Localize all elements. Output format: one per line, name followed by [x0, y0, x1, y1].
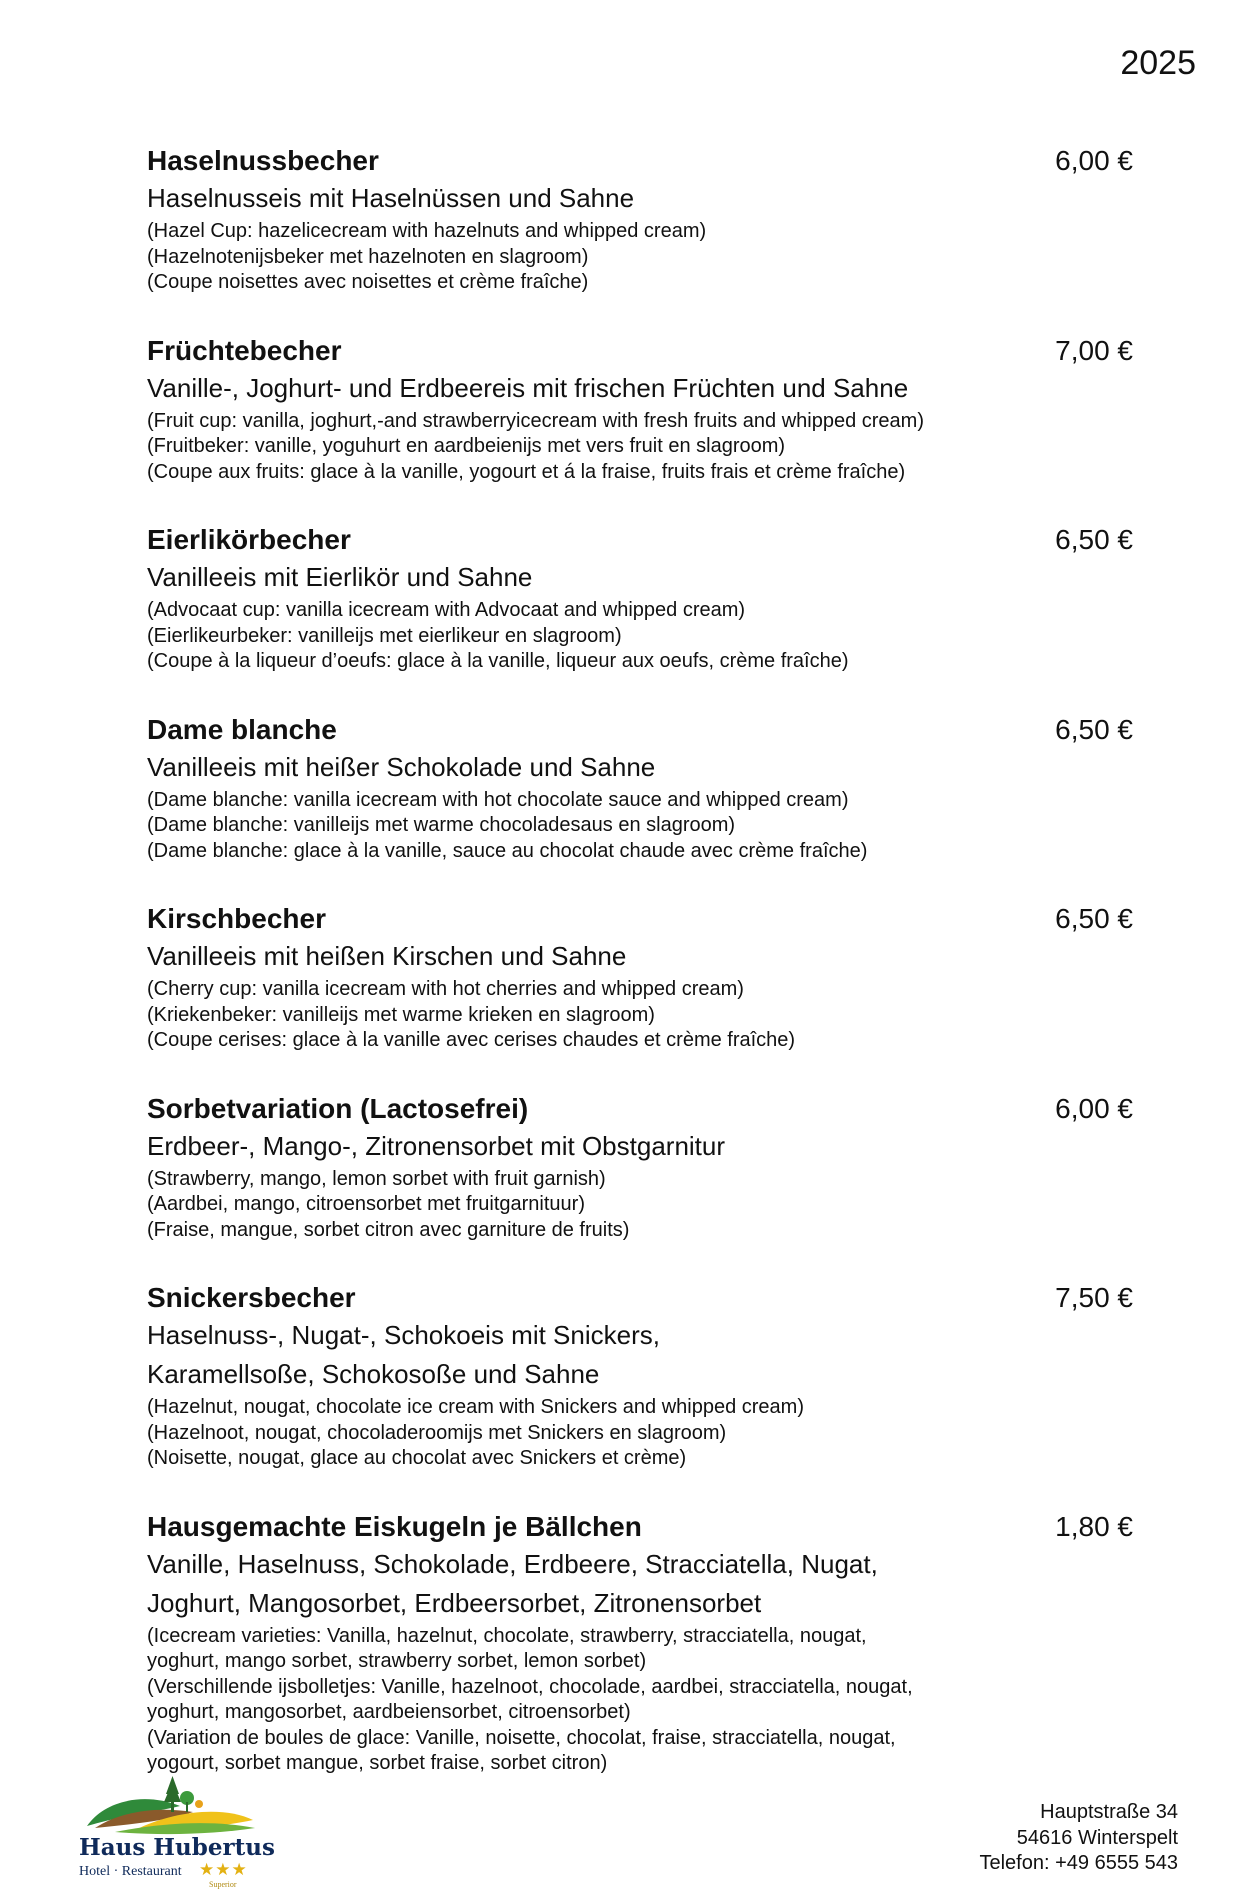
menu-item-price: 6,50 €	[1055, 524, 1133, 555]
menu-item-name: Dame blanche	[147, 713, 337, 745]
menu-item	[147, 142, 1137, 296]
logo-name: Haus Hubertus	[79, 1834, 275, 1861]
menu-item-description: Vanilleeis mit Eierlikör und Sahne	[147, 562, 533, 592]
menu-item-header	[147, 900, 1137, 938]
menu-item-description: Erdbeer-, Mango-, Zitronensorbet mit Obstgarnitur	[147, 1130, 726, 1161]
menu-item-header	[147, 332, 1137, 370]
menu-item-price: 6,00 €	[1055, 1092, 1133, 1124]
menu-item	[147, 332, 1137, 486]
menu-item-description: Vanilleeis mit heißer Schokolade und Sahne	[147, 751, 656, 782]
menu-item-name: Hausgemachte Eiskugeln je Bällchen	[147, 1510, 642, 1542]
menu-item-name: Sorbetvariation (Lactosefrei)	[147, 1092, 529, 1124]
menu-item-header	[147, 1090, 1137, 1128]
menu-item-translation: (Dame blanche: vanilla icecream with hot chocolate sauce and whipped cream)	[147, 788, 849, 811]
menu-item-name: Kirschbecher	[147, 903, 326, 934]
menu-item	[147, 900, 1137, 1054]
menu-item-translation: (Coupe cerises: glace à la vanille avec cerises chaudes et crème fraîche)	[147, 1029, 796, 1051]
menu-item-description: Haselnusseis mit Haselnüssen und Sahne	[147, 183, 635, 213]
menu-item-translation: (Hazelnotenijsbeker met hazelnoten en slagroom)	[147, 245, 589, 268]
menu-item-header	[147, 1508, 1137, 1546]
logo-stars: ★★★	[199, 1860, 248, 1879]
menu-item-description: Vanilleeis mit heißen Kirschen und Sahne	[147, 941, 627, 971]
logo-subtitle: Hotel · Restaurant	[79, 1864, 182, 1879]
menu-item-description: Haselnuss-, Nugat-, Schokoeis mit Snickers,	[147, 1320, 660, 1350]
menu-item-translation: (Fruitbeker: vanille, yoguhurt en aardbeienijs met vers fruit en slagroom)	[147, 435, 786, 457]
menu-item-translation: yogourt, sorbet mangue, sorbet fraise, sorbet citron)	[147, 1752, 608, 1774]
menu-item-translation: (Strawberry, mango, lemon sorbet with fruit garnish)	[147, 1167, 606, 1190]
menu-item-header	[147, 142, 1137, 180]
menu-item-translation: (Fruit cup: vanilla, joghurt,-and strawberryicecream with fresh fruits and whipped cream)	[147, 409, 924, 432]
landscape-logo-icon	[75, 1772, 275, 1842]
menu-item-price: 7,50 €	[1055, 1282, 1133, 1313]
menu-item-translation: (Dame blanche: vanilleijs met warme chocoladesaus en slagroom)	[147, 814, 736, 836]
menu-item-translation: (Variation de boules de glace: Vanille, noisette, chocolat, fraise, stracciatella, nougat,	[147, 1726, 896, 1749]
menu-item-translation: yoghurt, mangosorbet, aardbeiensorbet, citroensorbet)	[147, 1701, 631, 1723]
menu-item-description: Joghurt, Mangosorbet, Erdbeersorbet, Zitronensorbet	[147, 1587, 762, 1618]
menu-item-description: Karamellsoße, Schokosoße und Sahne	[147, 1359, 600, 1389]
menu-item-name: Haselnussbecher	[147, 145, 379, 176]
menu-item-price: 6,50 €	[1055, 713, 1133, 745]
menu-item-header	[147, 521, 1137, 559]
haus-hubertus-logo	[75, 1772, 275, 1892]
menu-item-translation: (Icecream varieties: Vanilla, hazelnut, chocolate, strawberry, stracciatella, nougat,	[147, 1624, 867, 1647]
menu-item-translation: (Aardbei, mango, citroensorbet met fruitgarnituur)	[147, 1193, 585, 1215]
menu-item-name: Eierlikörbecher	[147, 524, 351, 555]
address-block	[979, 1800, 1178, 1877]
menu-item-translation: (Hazelnut, nougat, chocolate ice cream with Snickers and whipped cream)	[147, 1396, 804, 1418]
menu-item-price: 7,00 €	[1055, 334, 1133, 366]
menu-item-translation: (Dame blanche: glace à la vanille, sauce au chocolat chaude avec crème fraîche)	[147, 839, 868, 862]
menu-item-name: Früchtebecher	[147, 334, 342, 366]
menu-item-name: Snickersbecher	[147, 1282, 356, 1313]
year-label: 2025	[1120, 44, 1196, 82]
menu-item-price: 6,50 €	[1055, 903, 1133, 934]
menu-item	[147, 1279, 1137, 1472]
menu-item-translation: (Verschillende ijsbolletjes: Vanille, hazelnoot, chocolade, aardbei, stracciatella, nougat,	[147, 1675, 913, 1698]
menu-item-translation: (Cherry cup: vanilla icecream with hot cherries and whipped cream)	[147, 978, 744, 1000]
menu-item-price: 6,00 €	[1055, 145, 1133, 176]
address-line: Telefon: +49 6555 543	[979, 1852, 1178, 1874]
dessert-menu-list	[147, 142, 1137, 1813]
menu-item-translation: yoghurt, mango sorbet, strawberry sorbet, lemon sorbet)	[147, 1650, 647, 1672]
menu-item	[147, 1508, 1137, 1777]
menu-item-price: 1,80 €	[1055, 1510, 1133, 1542]
menu-item	[147, 1090, 1137, 1244]
menu-item-translation: (Noisette, nougat, glace au chocolat avec Snickers et crème)	[147, 1447, 687, 1469]
menu-item	[147, 711, 1137, 865]
address-line: Hauptstraße 34	[1040, 1801, 1178, 1823]
menu-item-description: Vanille-, Joghurt- und Erdbeereis mit frischen Früchten und Sahne	[147, 372, 909, 403]
menu-item-translation: (Hazelnoot, nougat, chocoladeroomijs met Snickers en slagroom)	[147, 1421, 727, 1444]
menu-item-translation: (Coupe aux fruits: glace à la vanille, yogourt et á la fraise, fruits frais et crème fraîche)	[147, 460, 906, 483]
menu-item-translation: (Fraise, mangue, sorbet citron avec garniture de fruits)	[147, 1218, 630, 1241]
menu-item-translation: (Advocaat cup: vanilla icecream with Advocaat and whipped cream)	[147, 599, 746, 621]
menu-item-description: Vanille, Haselnuss, Schokolade, Erdbeere, Stracciatella, Nugat,	[147, 1548, 878, 1579]
menu-item-translation: (Coupe à la liqueur d’oeufs: glace à la vanille, liqueur aux oeufs, crème fraîche)	[147, 650, 849, 672]
menu-item-header	[147, 711, 1137, 749]
menu-item-translation: (Eierlikeurbeker: vanilleijs met eierlikeur en slagroom)	[147, 624, 622, 647]
logo-superior: Superior	[209, 1880, 237, 1889]
menu-item	[147, 521, 1137, 675]
address-line: 54616 Winterspelt	[1016, 1826, 1178, 1849]
menu-item-translation: (Kriekenbeker: vanilleijs met warme krieken en slagroom)	[147, 1003, 655, 1026]
menu-item-translation: (Coupe noisettes avec noisettes et crème fraîche)	[147, 271, 589, 293]
menu-item-translation: (Hazel Cup: hazelicecream with hazelnuts and whipped cream)	[147, 220, 707, 242]
menu-item-header	[147, 1279, 1137, 1317]
